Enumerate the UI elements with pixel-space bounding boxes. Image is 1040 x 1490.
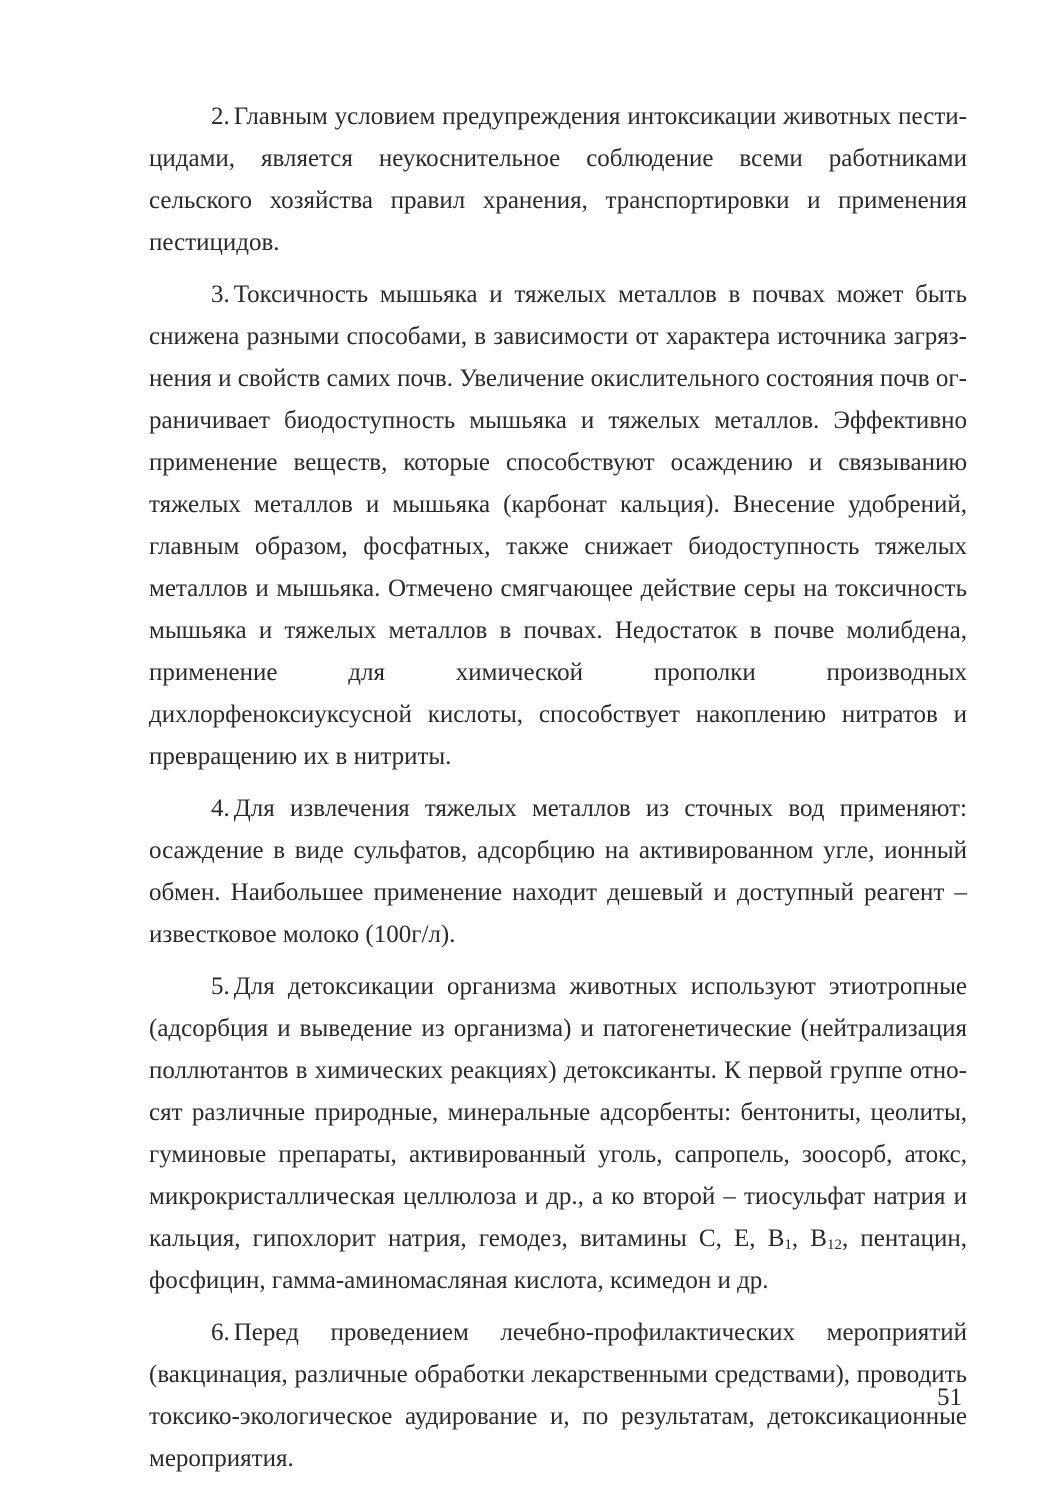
paragraph-text: Для извлечения тяжелых металлов из сточных вод применяют: осаждение в виде сульфатов, адсорбцию на активированном угле, ионный обмен. Наибольшее применение находит дешевый и доступный реагент – известковое молоко (100г/л). <box>149 795 967 948</box>
paragraph-text: Главным условием предупреждения интоксикации животных пестицидами, является неукоснительное соблюдение всеми работниками сельского хозяйства правил хранения, транспортировки и применения пестицидов. <box>149 103 967 256</box>
paragraph-4 <box>149 788 967 956</box>
paragraph-5 <box>149 966 967 1302</box>
paragraph-number: 3. <box>211 281 230 308</box>
paragraph-text: Перед проведением лечебно-профилактических мероприятий (вакцинация, различные обработки лекарственными средствами), проводить токсико-экологическое аудирование и, по результатам, детоксикационные мероприятия. <box>149 1319 967 1472</box>
paragraph-number: 6. <box>211 1319 230 1346</box>
paragraph-text: , пентацин, фосфицин, гамма-аминомасляная кислота, ксимедон и др. <box>149 1225 967 1294</box>
body-text <box>149 96 967 1490</box>
page-number: 51 <box>937 1384 962 1411</box>
subscript: 12 <box>827 1237 842 1253</box>
paragraph-number: 2. <box>211 103 230 130</box>
paragraph-3 <box>149 274 967 778</box>
paragraph-text: Для детоксикации организма животных используют этиотропные (адсорбция и выведение из организма) и патогенетические (нейтрализация поллютантов в химических реакциях) детоксиканты. К первой группе относят различные природные, минеральные адсорбенты: бентониты, цеолиты, гуминовые препараты, активированный уголь, сапропель, зоосорб, атокс, микрокристаллическая целлюлоза и др., а ко второй – тиосульфат натрия и кальция, гипохлорит натрия, гемодез, витамины С, Е, В <box>149 973 967 1252</box>
paragraph-2 <box>149 96 967 264</box>
paragraph-number: 4. <box>211 795 230 822</box>
paragraph-text: Токсичность мышьяка и тяжелых металлов в почвах может быть снижена разными способами, в зависимости от характера источника загрязнения и свойств самих почв. Увеличение окислительного состояния почв ограничивает биодоступность мышьяка и тяжелых металлов. Эффективно применение веществ, которые способствуют осаждению и связыванию тяжелых металлов и мышьяка (карбонат кальция). Внесение удобрений, главным образом, фосфатных, также снижает биодоступность тяжелых металлов и мышьяка. Отмечено смягчающее действие серы на токсичность мышьяка и тяжелых металлов в почвах. Недостаток в почве молибдена, применение для химической прополки производных дихлорфеноксиуксусной кислоты, способствует накоплению нитратов и превращению их в нитриты. <box>149 281 967 770</box>
paragraph-6 <box>149 1312 967 1480</box>
paragraph-number: 5. <box>211 973 230 1000</box>
paragraph-text: , В <box>791 1225 827 1252</box>
subscript: 1 <box>784 1237 792 1253</box>
